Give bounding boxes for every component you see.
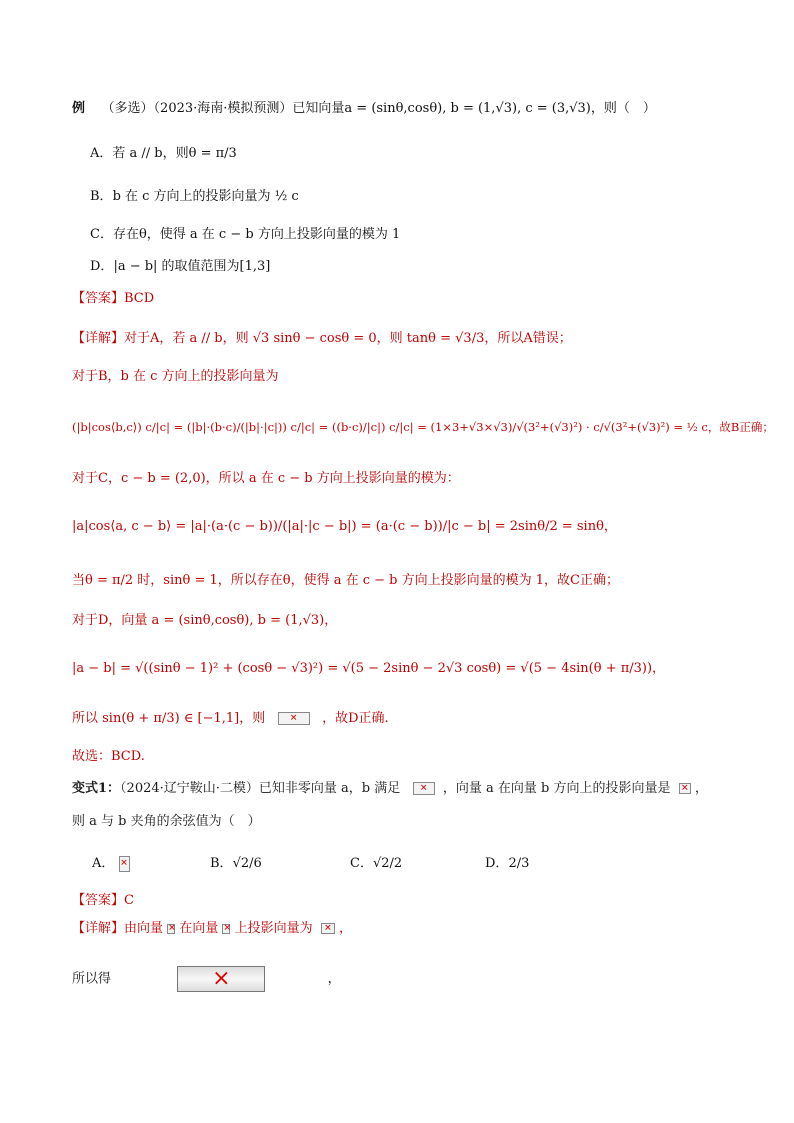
option-b-key: B．: [90, 189, 113, 204]
option-a: [90, 145, 237, 163]
broken-image-icon: [177, 966, 265, 992]
example-vectors: a = (sinθ,cosθ), b = (1,√3), c = (3,√3): [344, 101, 591, 116]
detail-2-line-1d: ，: [339, 921, 353, 936]
variant-option-b: [210, 852, 262, 871]
detail-line-9: [72, 710, 389, 728]
variant-stem-2: 则 a 与 b 夹角的余弦值为（ ）: [72, 814, 261, 829]
example-tail: ，则（ ）: [590, 101, 656, 116]
detail-2-line-2a: 所以得: [72, 971, 112, 987]
detail-line-3: (|b|cos⟨b,c⟩) c/|c| = (|b|·(b·c)/(|b|·|c|)) c/|c| = ((b·c)/|c|) c/|c| = (1×3+√3×√3)/√(3²+(√3)²) · c/√(3²+(√3)²) = ½ c，故B正确；: [72, 420, 774, 434]
detail-label: 【详解】: [72, 331, 125, 346]
detail-2-line-1b: 在向量: [179, 921, 219, 936]
detail-2-line-1c: 上投影向量为: [234, 921, 313, 936]
variant-option-c-key: C．: [350, 856, 373, 871]
detail-line-10: 故选：BCD.: [72, 749, 145, 764]
detail-line-1-text: 对于A，若 a // b，则 √3 sinθ − cosθ = 0，则 tanθ = √3/3，所以A错误；: [124, 331, 572, 346]
answer-2: [72, 892, 134, 910]
detail-2-line-1: [72, 920, 352, 938]
broken-image-icon: [321, 923, 335, 934]
broken-image-icon: [119, 856, 130, 872]
detail-line-1: [72, 330, 572, 348]
broken-image-icon: [167, 924, 175, 934]
broken-image-icon: [278, 712, 310, 725]
detail-line-2: 对于B，b 在 c 方向上的投影向量为: [72, 369, 279, 384]
option-c: [90, 226, 400, 244]
variant-label: 变式1：: [72, 781, 121, 796]
detail-2-label: 【详解】: [72, 921, 125, 936]
example-stem: [72, 100, 656, 118]
variant-line-1b: ，向量 a 在向量 b 方向上的投影向量是: [442, 781, 671, 796]
detail-line-4: 对于C，c − b = (2,0)，所以 a 在 c − b 方向上投影向量的模为：: [72, 471, 460, 486]
example-label: 例: [72, 101, 86, 116]
broken-image-icon: [679, 783, 691, 794]
answer-1-value: BCD: [124, 291, 155, 306]
variant-option-d-key: D．: [485, 856, 509, 871]
detail-line-8: |a − b| = √((sinθ − 1)² + (cosθ − √3)²) = √(5 − 2sinθ − 2√3 cosθ) = √(5 − 4sin(θ + π/3))，: [72, 661, 666, 676]
variant-stem-1: [72, 780, 708, 798]
option-a-text: 若 a // b，则θ = π/3: [112, 146, 237, 161]
example-tag: （多选）（2023·海南·模拟预测）已知向量: [101, 101, 345, 116]
detail-2-line-2b: ，: [327, 971, 341, 987]
option-d: [90, 258, 270, 276]
answer-2-value: C: [124, 893, 134, 908]
variant-option-a-key: A．: [92, 856, 115, 871]
option-d-key: D．: [90, 259, 114, 274]
broken-image-icon: [222, 924, 230, 934]
detail-line-5: |a|cos⟨a, c − b⟩ = |a|·(a·(c − b))/(|a|·|c − b|) = (a·(c − b))/|c − b| = 2sinθ/2 = sinθ，: [72, 519, 617, 534]
detail-line-6: 当θ = π/2 时，sinθ = 1，所以存在θ，使得 a 在 c − b 方向上投影向量的模为 1，故C正确；: [72, 573, 619, 588]
variant-line-1c: ，: [694, 781, 708, 796]
answer-1: [72, 290, 154, 308]
variant-option-a: [92, 852, 130, 872]
broken-image-icon: [413, 782, 435, 795]
answer-2-label: 【答案】: [72, 893, 125, 908]
variant-option-c-text: √2/2: [372, 856, 403, 871]
detail-2-line-2: [72, 966, 341, 992]
option-b-text: b 在 c 方向上的投影向量为 ½ c: [112, 189, 299, 204]
detail-line-9a: 所以 sin(θ + π/3) ∈ [−1,1]，则: [72, 711, 266, 726]
option-b: [90, 188, 299, 206]
variant-option-c: [350, 852, 402, 871]
variant-option-d: [485, 852, 529, 871]
option-a-key: A．: [90, 146, 113, 161]
detail-line-7: 对于D，向量 a = (sinθ,cosθ), b = (1,√3)，: [72, 613, 338, 628]
option-d-text: |a − b| 的取值范围为[1,3]: [113, 259, 271, 274]
variant-option-b-text: √2/6: [232, 856, 262, 871]
detail-line-9b: ，故D正确.: [322, 711, 389, 726]
variant-line-1a: （2024·辽宁鞍山·二模）已知非零向量 a，b 满足: [120, 781, 401, 796]
variant-option-b-key: B．: [210, 856, 233, 871]
variant-option-d-text: 2/3: [508, 856, 530, 871]
answer-1-label: 【答案】: [72, 291, 125, 306]
option-c-text: 存在θ，使得 a 在 c − b 方向上投影向量的模为 1: [112, 227, 401, 242]
option-c-key: C．: [90, 227, 113, 242]
detail-2-line-1a: 由向量: [124, 921, 164, 936]
